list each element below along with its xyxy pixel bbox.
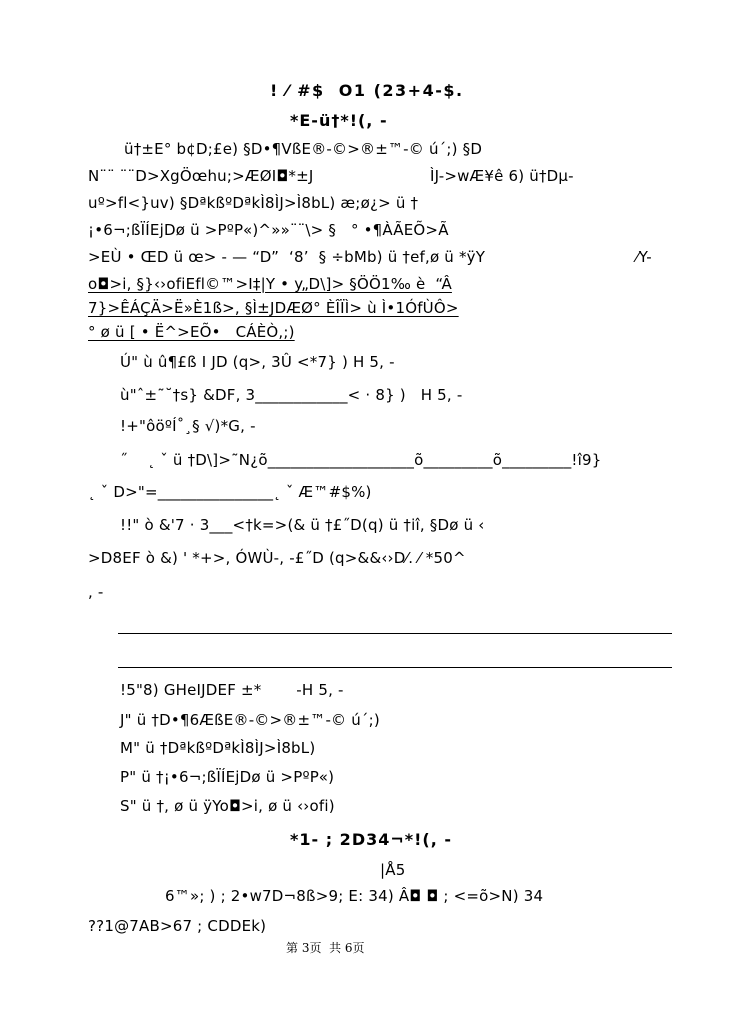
- body-line-15: >D8EF ò &) ' *+>, ÓWÙ-, -£˝D (q>&&‹›D⁄. ⁄ *50^: [88, 549, 466, 567]
- body-line-5: >EÙ • ŒD ü œ> - — “D” ‘8’ § ÷bMb) ü †ef,ø ü *ÿY: [88, 248, 486, 266]
- body-line-10: ù"ˆ±˜˘†s} &DF, 3____________< · 8} ) H 5, -: [120, 386, 463, 404]
- body-line-6: o◘>i, §}‹›ofiEfl©™>I‡|Y • y„D\]> §ÖÖ1‰ è “Â: [88, 275, 452, 293]
- body-line-17: !5"8) GHeIJDEF ±* -H 5, -: [120, 681, 344, 699]
- body-line-1: ü†±E° b¢D;£e) §D•¶VßE®-©>®±™-© ú´;) §D: [124, 140, 483, 158]
- body-line-19: ??1@7AB>67 ; CDDEk): [88, 917, 267, 935]
- body-line-14: !!" ò &'7 · 3___<†k=>(& ü †£˝D(q) ü †iî, §Dø ü ‹: [120, 516, 485, 534]
- body-line-3: uº>fl<}uv) §DªkßºDªkÌ8ÌJ>Ì8bL) æ;ø¿> ü †: [88, 194, 419, 212]
- list-item-m: M" ü †DªkßºDªkÌ8ÌJ>Ì8bL): [120, 739, 316, 757]
- answer-rule-1: [118, 633, 672, 634]
- list-item-s: S" ü †, ø ü ÿYo◘>i, ø ü ‹›ofi): [120, 797, 335, 815]
- body-line-12: ˝ ˛ ˇ ü †D\]>˜N¿õ___________________õ_________õ_________!î9}: [120, 451, 602, 469]
- page-footer: 第 3页 共 6页: [286, 941, 365, 955]
- list-item-j: J" ü †D•¶6ÆßE®-©>®±™-© ú´;): [120, 711, 380, 729]
- body-line-7: 7}>ÊÁÇÄ>Ë»È1ß>, §Ì±JDÆØ° ÈÎÏÌ> ù Ì•1ÓfÙÔ>: [88, 299, 459, 317]
- body-line-8: ° ø ü [ • Ë^>EÕ• CÁÈÒ,;): [88, 323, 295, 341]
- body-line-5-right: ⁄Y-: [636, 248, 652, 266]
- body-line-2: N¨¨ ¨¨D>XgÖœhu;>ÆØI◘*±J: [88, 167, 314, 185]
- section-heading: *1- ; 2D34¬*!(, -: [290, 830, 453, 849]
- heading-line-2: *E-ü†*!(, -: [290, 111, 388, 130]
- body-line-18: 6™»; ) ; 2•w7D¬8ß>9; E: 34) Â◘ ◘ ; <=õ>N) 34: [165, 887, 544, 905]
- heading-line-1: ! ⁄ #$ O1 (23+4-$.: [270, 81, 464, 100]
- body-line-16: , -: [88, 583, 104, 601]
- body-line-9: Ú" ù û¶£ß I JD (q>, 3Û <*7} ) H 5, -: [120, 353, 395, 371]
- section-subheading: |Å5: [380, 861, 406, 879]
- body-line-11: !+"ôöºÍ˚¸§ √)*G, -: [120, 417, 256, 435]
- answer-rule-2: [118, 667, 672, 668]
- list-item-p: P" ü †¡•6¬;ßÏÍEjDø ü >PºP«): [120, 768, 335, 786]
- body-line-4: ¡•6¬;ßÏÍEjDø ü >PºP«)^»»¨¨\> § ° •¶ÀÃEÕ>Ã: [88, 221, 449, 239]
- body-line-2-right: ÌJ->wÆ¥ê 6) ü†Dµ-: [430, 167, 574, 185]
- body-line-13: ˛ ˇ D>"=_______________˛ ˇ Æ™#$%): [88, 483, 372, 501]
